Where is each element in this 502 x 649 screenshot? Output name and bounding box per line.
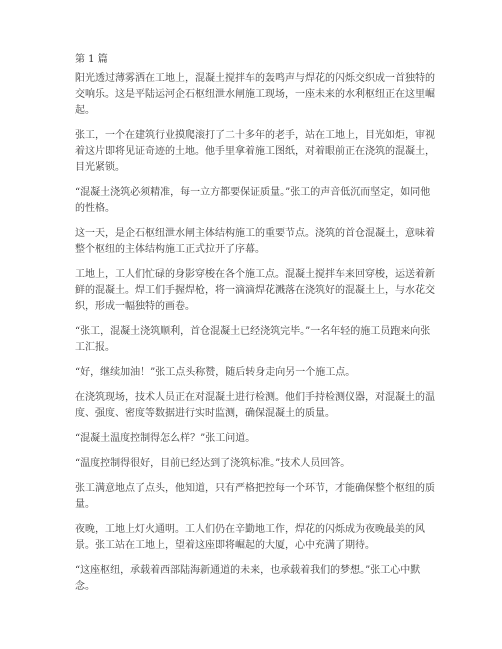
paragraph: “混凝土浇筑必须精准，每一立方都要保证质量。”张工的声音低沉而坚定，如同他的性格。 — [75, 187, 431, 214]
paragraph: “温度控制得很好，目前已经达到了浇筑标准。”技术人员回答。 — [75, 458, 351, 469]
paragraph: 张工，一个在建筑行业摸爬滚打了二十多年的老手，站在工地上，目光如炬，审视着这片即将见证奇迹的土地。他手里拿着施工图纸，对着眼前正在浇筑的混凝土，目光紧锁。 — [75, 130, 435, 173]
paragraph: “张工，混凝土浇筑顺利，首仓混凝土已经浇筑完毕。”一名年轻的施工员跑来向张工汇报。 — [75, 326, 431, 353]
document-heading: 第 1 篇 — [75, 54, 108, 65]
paragraph: 这一天，是企石枢纽泄水闸主体结构施工的重要节点。浇筑的首仓混凝土，意味着整个枢纽的主体结构施工正式拉开了序幕。 — [75, 228, 435, 255]
paragraph: 阳光透过薄雾洒在工地上，混凝土搅拌车的轰鸣声与焊花的闪烁交织成一首独特的交响乐。这是平陆运河企石枢纽泄水闸施工现场，一座未来的水利枢纽正在这里崛起。 — [75, 73, 435, 116]
paragraph: 夜晚，工地上灯火通明。工人们仍在辛勤地工作，焊花的闪烁成为夜晚最美的风景。张工站在工地上，望着这座即将崛起的大厦，心中充满了期待。 — [75, 524, 425, 551]
document-page — [75, 52, 435, 604]
paragraph: “好，继续加油！”张工点头称赞，随后转身走向另一个施工点。 — [75, 367, 356, 378]
paragraph: 张工满意地点了点头，他知道，只有严格把控每一个环节，才能确保整个枢纽的质量。 — [75, 483, 435, 510]
paragraph: “这座枢纽，承载着西部陆海新通道的未来，也承载着我们的梦想。”张工心中默念。 — [75, 565, 421, 592]
paragraph: “混凝土温度控制得怎么样？”张工问道。 — [75, 433, 256, 444]
paragraph: 工地上，工人们忙碌的身影穿梭在各个施工点。混凝土搅拌车来回穿梭，运送着新鲜的混凝土。焊工们手握焊枪，将一滴滴焊花溅落在浇筑好的混凝土上，与水花交织，形成一幅独特的画卷。 — [75, 269, 435, 312]
paragraph: 在浇筑现场，技术人员正在对混凝土进行检测。他们手持检测仪器，对混凝土的温度、强度、密度等数据进行实时监测，确保混凝土的质量。 — [75, 392, 435, 419]
